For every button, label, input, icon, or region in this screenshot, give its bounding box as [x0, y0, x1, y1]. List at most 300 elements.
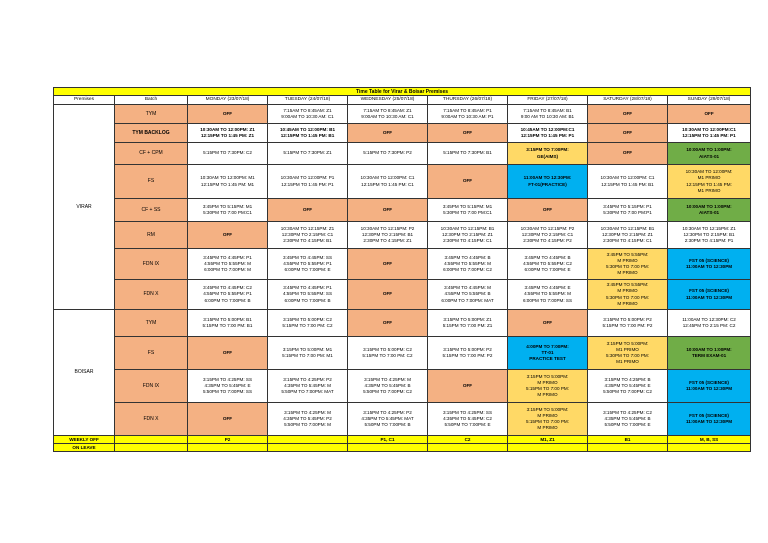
- schedule-cell: [508, 280, 588, 310]
- schedule-line: 3:15PM TO 4:25PM: P2: [363, 409, 412, 415]
- schedule-cell: [428, 249, 508, 280]
- schedule-cell: [588, 310, 668, 337]
- schedule-cell: [668, 124, 751, 143]
- schedule-line: 9:00AM TO 10:30 AM: C1: [361, 114, 414, 119]
- schedule-cell: [348, 222, 428, 249]
- schedule-line: 10:30AM TO 12:15PM: B1: [440, 225, 495, 231]
- schedule-cell: [428, 222, 508, 249]
- schedule-line: 12:15PM TO 1:45 PM: P1: [281, 181, 334, 187]
- schedule-cell: [588, 249, 668, 280]
- schedule-line: 4:55PM TO 5:55PM: C2: [523, 260, 572, 266]
- schedule-line: AIATS-01: [698, 210, 720, 215]
- batch-cell: FS: [115, 337, 188, 370]
- schedule-line: 5:30PM TO 7:00 PM:C1: [443, 210, 492, 215]
- schedule-line: 12:30PM TO 2:15PM: C1: [281, 231, 334, 237]
- schedule-line: 6:00PM TO 7:00PM: E: [284, 267, 331, 273]
- schedule-line: 4:55PM TO 5:55PM: P1: [283, 260, 332, 266]
- schedule-line: 5:30PM TO 7:00 PM:P1: [603, 210, 652, 215]
- schedule-cell: [348, 310, 428, 337]
- schedule-line: 4:55PM TO 5:55PM: P1: [203, 291, 252, 297]
- schedule-cell: [268, 249, 348, 280]
- footer-cell: [668, 444, 751, 452]
- schedule-cell: [348, 199, 428, 222]
- schedule-line: 11:00AM TO 12:30PM: [685, 386, 733, 391]
- schedule-line: 3:15PM TO 5:00PM: C2: [363, 346, 412, 352]
- schedule-line: M PRIMO: [537, 412, 558, 418]
- schedule-line: 12:30PM TO 2:15PM: Z1: [602, 231, 653, 237]
- schedule-cell: [428, 199, 508, 222]
- schedule-line: M1 PRIMO: [616, 359, 639, 365]
- schedule-line: 12:15PM TO 1:45 PM: B1: [280, 133, 335, 138]
- timetable-body: [54, 105, 751, 452]
- schedule-cell: [188, 249, 268, 280]
- schedule-line: 3:45PM TO 5:55PM:: [606, 251, 649, 257]
- footer-cell: [348, 444, 428, 452]
- schedule-cell: [588, 280, 668, 310]
- schedule-cell: [508, 249, 588, 280]
- schedule-line: 11:00AM TO 12:30PM: [685, 419, 733, 424]
- schedule-cell: [188, 337, 268, 370]
- schedule-cell: [348, 280, 428, 310]
- schedule-cell: [428, 337, 508, 370]
- schedule-line: OFF: [222, 231, 233, 237]
- schedule-cell: [588, 165, 668, 199]
- schedule-line: 4:35PM TO 5:45PM: E: [204, 382, 251, 388]
- schedule-cell: [348, 337, 428, 370]
- footer-cell: [188, 444, 268, 452]
- schedule-line: 5:50PM TO 7:00PM: E: [444, 422, 491, 428]
- schedule-line: 3:45PM TO 5:15PM: M1: [442, 203, 493, 209]
- schedule-line: 5:50PM TO 7:00PM: C2: [363, 389, 412, 395]
- schedule-line: 12:15PM TO 1:45 PM: B1: [601, 181, 654, 187]
- schedule-cell: [668, 280, 751, 310]
- schedule-line: 10:45AM TO 12:00PM:C1: [520, 126, 575, 132]
- schedule-line: 10:45AM TO 12:00PM: B1: [279, 126, 336, 132]
- footer-row: [54, 444, 751, 452]
- footer-cell: [268, 444, 348, 452]
- schedule-line: 4:55PM TO 5:55PM: SS: [282, 291, 333, 297]
- schedule-line: 4:00PM TO 7:00PM:: [526, 343, 569, 349]
- table-row: [54, 105, 751, 124]
- footer-cell: [115, 436, 188, 444]
- schedule-line: 5:50PM TO 7:00PM: MAT: [281, 389, 334, 395]
- schedule-line: 6:00PM TO 7:00PM: B: [284, 297, 331, 303]
- schedule-line: 10:30AM TO 12:00PM: P1: [280, 175, 335, 181]
- schedule-line: OFF: [382, 260, 393, 266]
- schedule-line: OFF: [542, 206, 553, 212]
- schedule-line: 3:45PM TO 5:55PM:: [606, 282, 649, 288]
- schedule-cell: [188, 310, 268, 337]
- schedule-cell: [348, 143, 428, 165]
- schedule-line: 6:00PM TO 7:00PM: B: [204, 297, 251, 303]
- schedule-line: 10:30AM TO 12:15PM: P2: [520, 225, 575, 231]
- schedule-cell: [588, 143, 668, 165]
- footer-row: [54, 436, 751, 444]
- schedule-line: M1 PRIMO: [697, 187, 721, 193]
- footer-cell: P2: [188, 436, 268, 444]
- schedule-cell: [668, 143, 751, 165]
- schedule-line: 5:30PM TO 7:00 PM:: [606, 264, 649, 269]
- table-row: [54, 143, 751, 165]
- schedule-line: 10:30AM TO 12:15PM: Z1: [682, 225, 736, 231]
- schedule-line: 4:35PM TO 5:45PM: E: [604, 382, 651, 388]
- schedule-line: M PRIMO: [537, 379, 558, 385]
- schedule-line: 2:30PM TO 4:15PM: Z1: [363, 238, 412, 244]
- schedule-line: OFF: [622, 129, 633, 135]
- schedule-line: OFF: [462, 178, 473, 184]
- batch-cell: TYM: [115, 310, 188, 337]
- schedule-line: M PRIMO: [617, 270, 638, 276]
- schedule-line: 6:00PM TO 7:00PM: SS: [522, 297, 573, 303]
- schedule-line: 3:15PM TO 5:00PM: Z1: [443, 316, 492, 322]
- schedule-line: OFF: [622, 110, 633, 116]
- schedule-cell: [268, 222, 348, 249]
- schedule-cell: [588, 124, 668, 143]
- schedule-line: 10:30AM TO 12:00PM: C1: [360, 175, 415, 181]
- schedule-line: 5:15PM TO 7:00 PM:: [526, 386, 569, 391]
- schedule-line: M PRIMO: [537, 392, 558, 398]
- schedule-line: 3:15PM TO 5:00PM:: [606, 340, 649, 346]
- schedule-line: OFF: [462, 382, 473, 388]
- schedule-line: 3:45PM TO 5:15PM: M1: [202, 203, 253, 209]
- schedule-line: 7:15AM TO 8:45AM: Z1: [363, 107, 412, 113]
- schedule-line: 2:30PM TO 4:15PM: C1: [603, 238, 652, 244]
- schedule-line: 3:15PM TO 4:25PM: M: [284, 409, 331, 415]
- schedule-line: 6:00PM TO 7:00PM: MAT: [441, 297, 494, 303]
- schedule-cell: [268, 280, 348, 310]
- schedule-cell: [268, 165, 348, 199]
- schedule-line: OFF: [622, 150, 633, 156]
- schedule-line: PRACTICE TEST: [529, 356, 566, 362]
- schedule-line: 10:00AM TO 1:00PM:: [686, 147, 732, 153]
- footer-cell: M1, Z1: [508, 436, 588, 444]
- column-header: Premises: [54, 96, 115, 105]
- schedule-cell: [668, 403, 751, 436]
- schedule-line: 9:00 AM TO 10:30 AM: B1: [520, 114, 575, 119]
- schedule-line: 6:00PM TO 7:00PM: C2: [443, 267, 492, 273]
- schedule-line: 4:55PM TO 5:55PM: M: [524, 291, 571, 297]
- timetable-title: Time Table for Virar & Boisar Premises: [54, 88, 751, 96]
- schedule-line: 3:45PM TO 4:45PM: B: [444, 254, 491, 260]
- schedule-line: 7:15AM TO 8:45AM: P1: [443, 107, 492, 113]
- schedule-line: 4:35PM TO 5:45PM: C2: [443, 415, 492, 421]
- schedule-line: 5:15PM TO 7:00 PM: P2: [602, 323, 653, 328]
- table-row: [54, 165, 751, 199]
- schedule-line: 12:15PM TO 1:45 PM: Z1: [200, 133, 255, 138]
- schedule-cell: [428, 370, 508, 403]
- column-header: SUNDAY (29/07/18): [668, 96, 751, 105]
- schedule-line: 12:30PM TO 2:15PM: Z1: [442, 231, 493, 237]
- schedule-cell: [268, 105, 348, 124]
- schedule-line: 11:00AM TO 12:30PM: [685, 264, 733, 269]
- schedule-line: 3:45PM TO 4:45PM: M: [444, 285, 491, 291]
- schedule-line: 11:00AM TO 12:30PM: C2: [682, 316, 736, 322]
- schedule-line: 5:15PM TO 7:00 PM:: [526, 419, 569, 424]
- schedule-cell: [668, 310, 751, 337]
- schedule-line: 3:15PM TO 5:00PM:: [526, 406, 569, 412]
- schedule-line: 4:35PM TO 5:45PM: P2: [283, 415, 332, 421]
- schedule-line: 3:15PM TO 4:25PM: C2: [603, 409, 652, 415]
- table-row: [54, 337, 751, 370]
- schedule-line: 3:15PM TO 5:00PM:: [526, 373, 569, 379]
- schedule-cell: [428, 105, 508, 124]
- schedule-cell: [668, 370, 751, 403]
- schedule-line: 7:15AM TO 8:45AM: B1: [523, 107, 572, 113]
- schedule-line: 2:30PM TO 4:15PM: P1: [684, 238, 734, 244]
- schedule-line: 3:15PM TO 5:00PM: M1: [282, 346, 333, 352]
- footer-cell: [268, 436, 348, 444]
- schedule-cell: [508, 370, 588, 403]
- schedule-line: OFF: [462, 129, 473, 135]
- schedule-line: 3:15PM TO 7:00PM:: [526, 147, 569, 153]
- schedule-cell: [428, 403, 508, 436]
- schedule-line: 6:00PM TO 7:00PM: E: [524, 267, 571, 273]
- footer-cell: C2: [428, 436, 508, 444]
- schedule-cell: [668, 337, 751, 370]
- schedule-cell: [508, 143, 588, 165]
- schedule-line: 2:30PM TO 4:15PM: C1: [443, 238, 492, 244]
- schedule-line: FST 05 (SCIENCE): [689, 288, 729, 294]
- schedule-line: 12:15PM TO 1:45 PM: P1: [520, 133, 575, 138]
- schedule-line: 12:45PM TO 2:15 PM: C2: [682, 323, 736, 328]
- schedule-line: 3:45PM TO 4:45PM: C2: [203, 285, 252, 291]
- schedule-line: 3:45PM TO 4:45PM: E: [524, 285, 571, 291]
- schedule-cell: [588, 222, 668, 249]
- column-header-row: [54, 96, 751, 105]
- schedule-line: 2:30PM TO 4:15PM: B1: [283, 238, 332, 244]
- batch-cell: TYM BACKLOG: [115, 124, 188, 143]
- column-header: SATURDAY (28/07/18): [588, 96, 668, 105]
- table-row: [54, 280, 751, 310]
- schedule-line: M PRIMO: [537, 425, 558, 431]
- schedule-line: 4:35PM TO 5:45PM: MAT: [361, 415, 414, 421]
- column-header: MONDAY (23/07/18): [188, 96, 268, 105]
- premises-cell: VIRAR: [54, 105, 115, 310]
- schedule-line: 10:30AM TO 12:00PM: Z1: [200, 126, 255, 132]
- schedule-line: AIATS-01: [698, 153, 720, 159]
- schedule-line: 4:55PM TO 5:55PM: M: [204, 260, 251, 266]
- schedule-line: M PRIMO: [617, 300, 638, 306]
- schedule-line: 4:55PM TO 5:55PM: M: [444, 260, 491, 266]
- schedule-cell: [348, 370, 428, 403]
- schedule-line: FST 05 (SCIENCE): [689, 412, 729, 418]
- schedule-line: 5:50PM TO 7:00PM: M: [284, 422, 331, 428]
- batch-cell: FS: [115, 165, 188, 199]
- schedule-line: 2:30PM TO 4:15PM: P2: [523, 238, 572, 244]
- schedule-line: OFF: [382, 206, 393, 212]
- schedule-cell: [188, 105, 268, 124]
- schedule-line: 5:15PM TO 7:00 PM: M1: [282, 353, 333, 358]
- schedule-cell: [428, 280, 508, 310]
- schedule-line: 10:30AM TO 12:15PM: P2: [360, 225, 415, 231]
- schedule-cell: [508, 222, 588, 249]
- column-header: FRIDAY (27/07/18): [508, 96, 588, 105]
- schedule-cell: [268, 337, 348, 370]
- schedule-line: 5:15PM TO 7:00 PM: P2: [442, 353, 493, 358]
- schedule-line: 3:15PM TO 4:25PM: M: [364, 376, 411, 382]
- schedule-line: 5:30PM TO 7:00 PM:C1: [203, 210, 252, 215]
- schedule-line: 11:00AM TO 12:30PM:: [523, 175, 572, 181]
- schedule-line: 10:00AM TO 1:00PM:: [686, 203, 732, 209]
- schedule-cell: [268, 124, 348, 143]
- schedule-line: OFF: [302, 206, 313, 212]
- schedule-line: 10:30AM TO 12:15PM: B1: [600, 225, 655, 231]
- schedule-line: OFF: [382, 129, 393, 135]
- schedule-line: GE(AIMS): [536, 153, 559, 159]
- schedule-line: FT-01(PRACTICE): [528, 181, 567, 187]
- schedule-line: M1 PRIMO: [697, 175, 721, 181]
- schedule-cell: [268, 403, 348, 436]
- schedule-cell: [428, 143, 508, 165]
- footer-cell: [588, 444, 668, 452]
- schedule-line: 4:35PM TO 5:45PM: B: [364, 382, 411, 388]
- schedule-line: 3:15PM TO 5:00PM: C2: [283, 316, 332, 322]
- schedule-line: 5:15PM TO 7:30PM: Z1: [283, 150, 332, 156]
- schedule-line: 3:15PM TO 4:25PM: SS: [442, 409, 493, 415]
- schedule-line: 3:15PM TO 4:25PM: B: [604, 376, 651, 382]
- schedule-line: 5:15PM TO 7:00 PM: Z1: [442, 323, 493, 328]
- schedule-line: 5:50PM TO 7:00PM: B: [364, 422, 411, 428]
- schedule-line: 5:50PM TO 7:00PM: C2: [603, 389, 652, 395]
- schedule-line: 12:30PM TO 2:15PM: C1: [521, 231, 574, 237]
- schedule-cell: [588, 105, 668, 124]
- schedule-line: 3:45PM TO 4:45PM: SS: [282, 254, 333, 260]
- schedule-line: 12:15PM TO 1:45 PM:: [686, 181, 732, 187]
- table-row: [54, 403, 751, 436]
- batch-cell: FDN X: [115, 403, 188, 436]
- table-row: [54, 249, 751, 280]
- schedule-cell: [348, 105, 428, 124]
- footer-cell: [508, 444, 588, 452]
- schedule-cell: [268, 310, 348, 337]
- column-header: TUESDAY (24/07/18): [268, 96, 348, 105]
- schedule-line: OFF: [222, 110, 233, 116]
- schedule-line: 5:15PM TO 7:30PM: C2: [203, 150, 252, 156]
- batch-cell: TYM: [115, 105, 188, 124]
- column-header: Batch: [115, 96, 188, 105]
- batch-cell: FDN X: [115, 280, 188, 310]
- footer-cell: [428, 444, 508, 452]
- schedule-line: OFF: [542, 319, 553, 325]
- schedule-line: 3:15PM TO 4:25PM: P2: [283, 376, 332, 382]
- column-header: THURSDAY (26/07/18): [428, 96, 508, 105]
- schedule-line: 5:15PM TO 7:00 PM: B1: [202, 323, 253, 328]
- timetable: [53, 87, 751, 452]
- premises-cell: BOISAR: [54, 310, 115, 436]
- schedule-line: 3:15PM TO 5:00PM: B1: [203, 316, 252, 322]
- schedule-cell: [508, 310, 588, 337]
- schedule-cell: [188, 280, 268, 310]
- schedule-cell: [268, 370, 348, 403]
- schedule-line: 5:15PM TO 7:00 PM: C2: [362, 353, 413, 358]
- schedule-line: 11:00AM TO 12:30PM: [685, 294, 733, 300]
- schedule-line: 5:50PM TO 7:00PM: SS: [202, 389, 253, 395]
- schedule-line: 10:30AM TO 12:00PM:C1: [682, 126, 736, 132]
- footer-cell: [115, 444, 188, 452]
- schedule-cell: [188, 199, 268, 222]
- schedule-line: 5:15PM TO 7:00 PM: C2: [282, 323, 333, 328]
- schedule-line: 4:35PM TO 5:45PM: B: [604, 415, 651, 421]
- schedule-line: 10:30AM TO 12:00PM:: [685, 169, 733, 175]
- schedule-cell: [188, 222, 268, 249]
- footer-cell: B1: [588, 436, 668, 444]
- schedule-line: 9:00AM TO 10:30 AM: P1: [441, 114, 494, 119]
- schedule-line: 10:00AM TO 1:00PM:: [686, 346, 732, 352]
- schedule-line: 10:30AM TO 12:15PM: Z1: [280, 225, 335, 231]
- schedule-line: 3:45PM TO 5:15PM: P1: [603, 203, 652, 209]
- batch-cell: CF + SS: [115, 199, 188, 222]
- schedule-cell: [268, 143, 348, 165]
- table-row: [54, 199, 751, 222]
- schedule-cell: [268, 199, 348, 222]
- batch-cell: CF + CPM: [115, 143, 188, 165]
- schedule-cell: [588, 337, 668, 370]
- schedule-cell: [508, 199, 588, 222]
- schedule-line: M PRIMO: [617, 257, 638, 263]
- schedule-line: FST 05 (SCIENCE): [689, 257, 729, 263]
- schedule-cell: [428, 124, 508, 143]
- schedule-cell: [508, 403, 588, 436]
- schedule-line: 3:45PM TO 4:45PM: P1: [203, 254, 252, 260]
- schedule-line: 10:30AM TO 12:00PM: M1: [200, 175, 255, 181]
- schedule-line: 5:30PM TO 7:00 PM:: [606, 353, 649, 358]
- schedule-line: M1 PRIMO: [616, 346, 639, 352]
- schedule-cell: [588, 403, 668, 436]
- schedule-line: 3:45PM TO 4:45PM: P1: [283, 285, 332, 291]
- schedule-line: 5:15PM TO 7:30PM: P2: [363, 150, 412, 156]
- schedule-line: TT-01: [541, 349, 554, 355]
- column-header: WEDNESDAY (25/07/18): [348, 96, 428, 105]
- schedule-line: 12:15PM TO 1:45 PM: M1: [200, 181, 255, 187]
- schedule-line: TERM EXAM-01: [691, 353, 727, 358]
- schedule-line: 3:15PM TO 5:00PM: P2: [603, 316, 652, 322]
- schedule-line: 5:30PM TO 7:00 PM:: [606, 294, 649, 300]
- table-row: [54, 310, 751, 337]
- schedule-line: 5:50PM TO 7:00PM: E: [604, 422, 651, 428]
- schedule-line: 3:15PM TO 4:25PM: SS: [202, 376, 253, 382]
- schedule-cell: [588, 199, 668, 222]
- schedule-cell: [188, 370, 268, 403]
- footer-label: ON LEAVE: [54, 444, 115, 452]
- schedule-cell: [588, 370, 668, 403]
- schedule-line: OFF: [222, 349, 233, 355]
- schedule-line: 12:30PM TO 2:15PM: B1: [683, 231, 735, 237]
- batch-cell: FDN IX: [115, 249, 188, 280]
- schedule-cell: [348, 165, 428, 199]
- schedule-line: 9:00AM TO 10:30 AM: C1: [281, 114, 334, 119]
- schedule-line: 7:15AM TO 8:45AM: Z1: [283, 107, 332, 113]
- schedule-cell: [668, 199, 751, 222]
- footer-label: WEEKLY OFF: [54, 436, 115, 444]
- schedule-cell: [508, 105, 588, 124]
- schedule-line: 4:55PM TO 5:55PM: B: [444, 291, 491, 297]
- schedule-line: 4:35PM TO 5:45PM: M: [284, 382, 331, 388]
- schedule-line: OFF: [704, 110, 714, 116]
- schedule-cell: [428, 310, 508, 337]
- schedule-line: OFF: [382, 319, 393, 325]
- schedule-cell: [668, 249, 751, 280]
- schedule-cell: [348, 124, 428, 143]
- schedule-line: FST 05 (SCIENCE): [689, 379, 729, 385]
- table-row: [54, 370, 751, 403]
- schedule-cell: [188, 124, 268, 143]
- schedule-cell: [508, 337, 588, 370]
- batch-cell: RM: [115, 222, 188, 249]
- schedule-line: OFF: [382, 291, 393, 297]
- schedule-line: 10:30AM TO 12:00PM: C1: [600, 175, 655, 181]
- schedule-line: 3:45PM TO 4:45PM: B: [524, 254, 571, 260]
- schedule-cell: [188, 165, 268, 199]
